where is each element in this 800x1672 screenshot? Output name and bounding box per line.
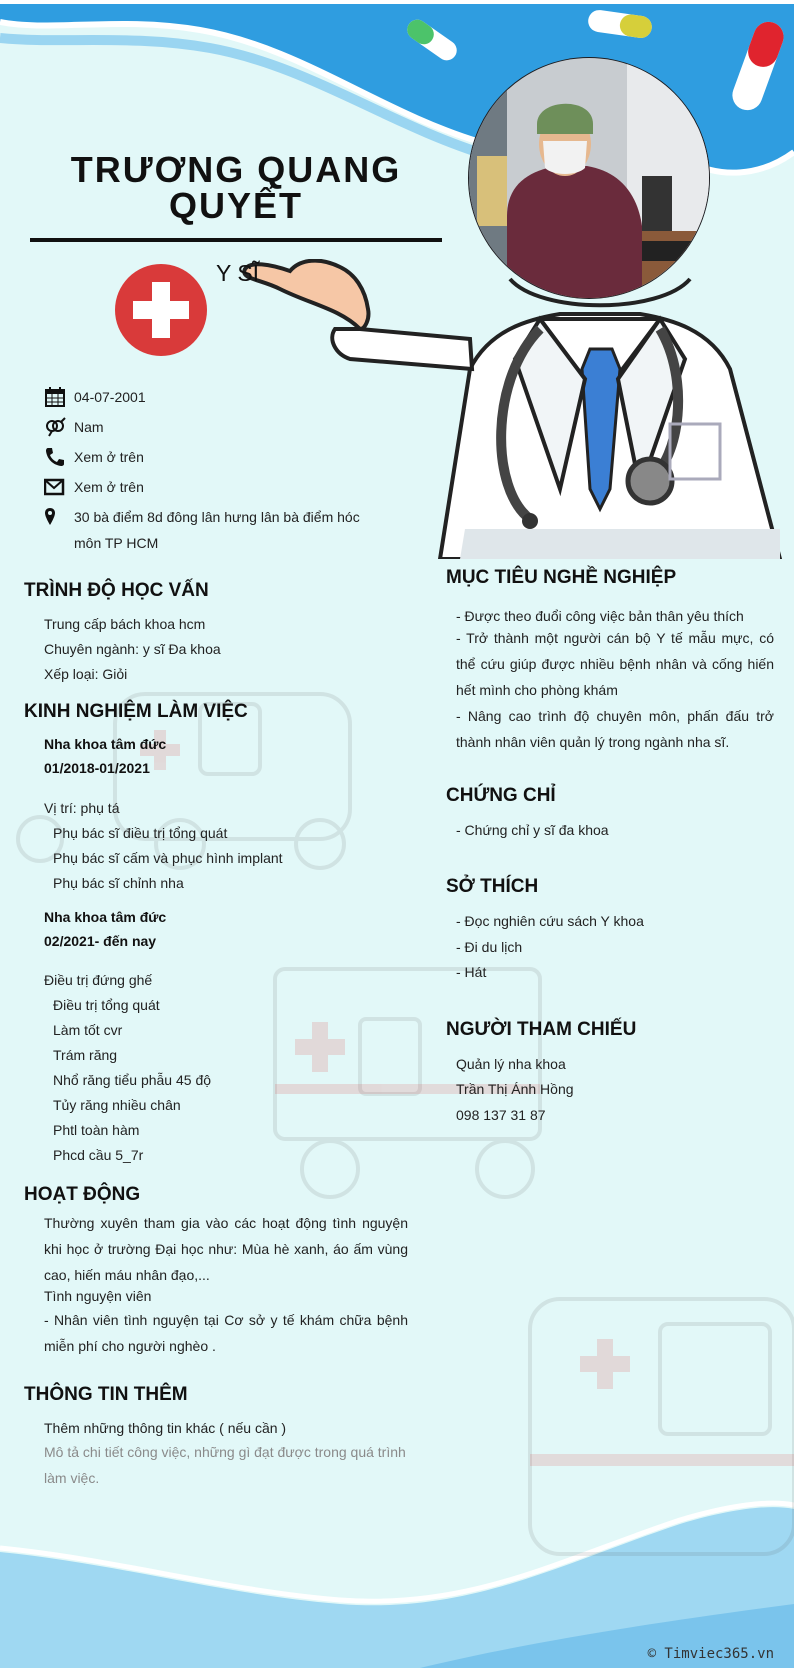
job-role: Vị trí: phụ tá xyxy=(44,800,120,816)
activities-role: Tình nguyện viên xyxy=(44,1288,152,1304)
references-title: NGƯỜI THAM CHIẾU xyxy=(446,1019,637,1040)
education-line: Chuyên ngành: y sĩ Đa khoa xyxy=(44,641,221,657)
certificate-item: - Chứng chỉ y sĩ đa khoa xyxy=(456,822,609,838)
phone-icon xyxy=(44,447,66,467)
email-text: Xem ở trên xyxy=(74,479,144,495)
experience-title: KINH NGHIỆM LÀM VIỆC xyxy=(24,701,248,722)
location-pin-icon xyxy=(44,507,66,527)
job-task: Trám răng xyxy=(53,1047,118,1063)
job-company: Nha khoa tâm đức xyxy=(44,909,167,925)
activities-detail: - Nhân viên tình nguyện tại Cơ sở y tế khám chữa bệnh miễn phí cho người nghèo . xyxy=(44,1312,408,1354)
more-info-title: THÔNG TIN THÊM xyxy=(24,1384,188,1405)
objective-item: - Nâng cao trình độ chuyên môn, phấn đấu trở thành nhân viên quản lý trong ngành nha sĩ. xyxy=(456,708,774,750)
name-line-1: TRƯƠNG QUANG xyxy=(70,149,402,190)
calendar-icon xyxy=(44,387,66,407)
job-title: Y SĨ xyxy=(216,260,260,286)
reference-item: Trần Thị Ánh Hồng xyxy=(456,1081,574,1097)
education-line: Xếp loại: Giỏi xyxy=(44,666,128,682)
phone-text: Xem ở trên xyxy=(74,449,144,465)
job-task: Phụ bác sĩ cấm và phục hình implant xyxy=(53,850,283,866)
name-divider xyxy=(30,238,442,242)
birthdate-text: 04-07-2001 xyxy=(74,389,146,405)
reference-item: 098 137 31 87 xyxy=(456,1107,546,1123)
education-line: Trung cấp bách khoa hcm xyxy=(44,616,206,632)
medical-cross-icon xyxy=(115,264,207,356)
address-text: 30 bà điểm 8d đông lân hưng lân bà điểm hóc môn TP HCM xyxy=(74,509,360,551)
job-role: Điều trị đứng ghế xyxy=(44,972,153,988)
hobby-item: - Đọc nghiên cứu sách Y khoa xyxy=(456,913,644,929)
education-title: TRÌNH ĐỘ HỌC VẤN xyxy=(24,580,209,601)
profile-photo xyxy=(467,56,711,300)
activities-title: HOẠT ĐỘNG xyxy=(24,1184,141,1205)
cv-page xyxy=(0,4,794,1668)
job-task: Phụ bác sĩ điều trị tổng quát xyxy=(53,825,228,841)
job-task: Điều trị tổng quát xyxy=(53,997,160,1013)
objective-item: - Trở thành một người cán bộ Y tế mẫu mực, có thể cứu giúp được nhiều bệnh nhân và cống hiến hết mình cho phòng khám xyxy=(456,630,774,698)
job-task: Phtl toàn hàm xyxy=(53,1122,140,1138)
hobbies-title: SỞ THÍCH xyxy=(446,876,539,897)
job-task: Phcd cầu 5_7r xyxy=(53,1147,144,1163)
job-period: 02/2021- đến nay xyxy=(44,933,157,949)
mail-icon xyxy=(44,477,66,497)
certificates-title: CHỨNG CHỈ xyxy=(446,785,556,806)
job-task: Tủy răng nhiều chân xyxy=(53,1097,181,1113)
more-info-placeholder: Mô tả chi tiết công việc, những gì đạt được trong quá trình làm việc. xyxy=(44,1444,406,1486)
objective-title: MỤC TIÊU NGHỀ NGHIỆP xyxy=(446,567,677,588)
objective-item: - Được theo đuổi công việc bản thân yêu thích xyxy=(456,608,744,624)
activities-intro: Thường xuyên tham gia vào các hoạt động tình nguyện khi học ở trường Đại học như: Mùa hè xanh, áo ấm vùng cao, hiến máu nhân đạo,... xyxy=(44,1215,408,1283)
job-task: Nhổ răng tiểu phẫu 45 độ xyxy=(53,1072,212,1088)
footer-brand[interactable]: © Timviec365.vn xyxy=(647,1646,774,1662)
candidate-name xyxy=(30,149,442,226)
name-line-2: QUYẾT xyxy=(168,185,303,226)
more-info-line: Thêm những thông tin khác ( nếu cần ) xyxy=(44,1420,287,1436)
hobby-item: - Đi du lịch xyxy=(456,939,523,955)
gender-text: Nam xyxy=(74,419,104,435)
job-task: Phụ bác sĩ chỉnh nha xyxy=(53,875,184,891)
job-task: Làm tốt cvr xyxy=(53,1022,123,1038)
job-company: Nha khoa tâm đức xyxy=(44,736,167,752)
gender-icon xyxy=(44,417,66,437)
job-period: 01/2018-01/2021 xyxy=(44,760,150,776)
hobby-item: - Hát xyxy=(456,964,487,980)
reference-item: Quản lý nha khoa xyxy=(456,1056,566,1072)
